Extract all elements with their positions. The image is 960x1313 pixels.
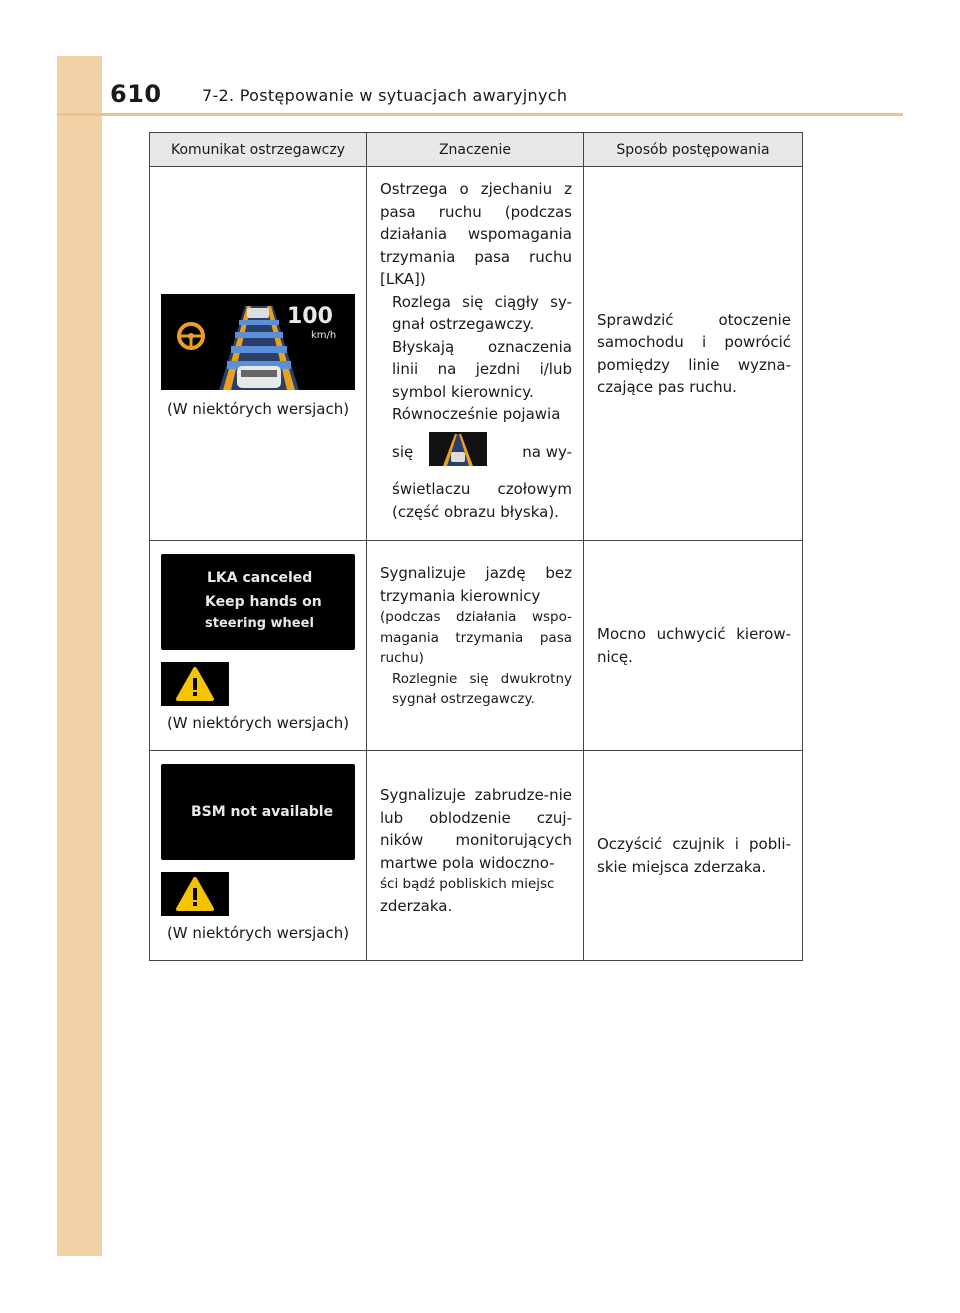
- action-text: Sprawdzić otoczenie samochodu i powrócić pomiędzy linie wyzna-czające pas ruchu.: [597, 310, 791, 396]
- meaning-main: Ostrzega o zjechaniu z pasa ruchu (podczas działania wspomagania trzymania pasa ruchu [LKA]): [380, 180, 572, 288]
- meaning-context: (podczas działania wspo-magania trzymania pasa ruchu): [380, 609, 572, 666]
- action-text: Mocno uchwycić kierow-nicę.: [597, 625, 791, 666]
- meaning-inline-left: się: [392, 442, 414, 461]
- meaning-main: Sygnalizuje zabrudze-nie lub oblodzenie czuj-ników monitorujących martwe pola widoczno-: [380, 786, 572, 872]
- message-cell: [150, 751, 367, 961]
- warning-table: [149, 132, 803, 961]
- meaning-main: Sygnalizuje jazdę bez trzymania kierownicy: [380, 564, 572, 605]
- lane-departure-display-image: [161, 294, 355, 390]
- meaning-detail-sound: Rozlega się ciągły sy-gnał ostrzegawczy.: [392, 292, 572, 333]
- message-cell: [150, 541, 367, 751]
- action-cell: [584, 541, 803, 751]
- meaning-detail-simultaneous: Równocześnie pojawia: [392, 405, 561, 423]
- variant-note: (W niektórych wersjach): [166, 400, 350, 418]
- table-row: [150, 167, 803, 541]
- table-row: [150, 541, 803, 751]
- message-cell: [150, 167, 367, 541]
- action-cell: [584, 167, 803, 541]
- hud-lane-icon: [429, 432, 506, 473]
- lka-canceled-display-image: [161, 554, 355, 650]
- action-text: Oczyścić czujnik i pobli-skie miejsca zderzaka.: [597, 835, 791, 876]
- variant-note: (W niektórych wersjach): [166, 714, 350, 732]
- action-cell: [584, 751, 803, 961]
- meaning-end: zderzaka.: [380, 896, 453, 915]
- bsm-display-image: [161, 764, 355, 860]
- meaning-context: ści bądź pobliskich miejsc: [380, 876, 555, 892]
- display-line-1: BSM not available: [191, 804, 334, 820]
- column-header-action: Sposób postępowania: [584, 133, 803, 167]
- meaning-cell: [367, 751, 584, 961]
- header-rule: [57, 113, 903, 116]
- page-number: 610: [110, 80, 162, 108]
- table-header-row: [150, 133, 803, 167]
- table-row: [150, 751, 803, 961]
- warning-triangle-icon: [161, 662, 229, 706]
- speed-readout: 100: [287, 304, 333, 329]
- column-header-meaning: Znaczenie: [367, 133, 584, 167]
- speed-unit: km/h: [311, 330, 337, 341]
- meaning-cell: [367, 541, 584, 751]
- column-header-message: Komunikat ostrzegawczy: [150, 133, 367, 167]
- meaning-inline-right: na wy-: [522, 442, 572, 461]
- display-line-1: LKA canceled: [207, 570, 313, 586]
- display-line-2: Keep hands on: [205, 594, 322, 610]
- section-title: 7-2. Postępowanie w sytuacjach awaryjnych: [202, 86, 568, 105]
- meaning-cell: [367, 167, 584, 541]
- meaning-detail-hud: świetlaczu czołowym (część obrazu błyska).: [392, 480, 572, 521]
- variant-note: (W niektórych wersjach): [166, 924, 350, 942]
- meaning-detail-flash: Błyskają oznaczenia linii na jezdni i/lub symbol kierownicy.: [392, 337, 572, 401]
- side-color-strip: [57, 56, 102, 1256]
- display-line-3: steering wheel: [205, 616, 314, 631]
- meaning-detail-sound: Rozlegnie się dwukrotny sygnał ostrzegawczy.: [392, 670, 572, 707]
- warning-triangle-icon: [161, 872, 229, 916]
